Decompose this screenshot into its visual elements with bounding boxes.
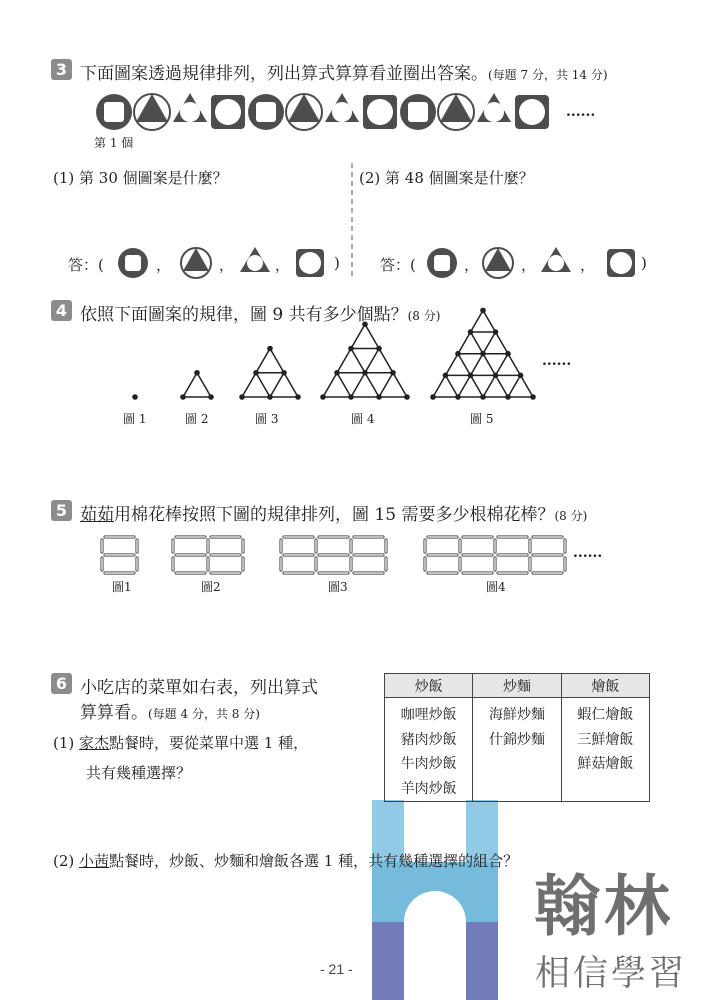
option-circle-icon[interactable] (607, 249, 635, 277)
q4-caption-4: 圖 4 (351, 412, 375, 426)
question-4-text (80, 300, 440, 325)
comma: ， (464, 256, 480, 274)
menu-header-fried-rice: 炒飯 (385, 674, 473, 698)
pattern-circle-8 (363, 95, 397, 129)
menu-column-fried-rice: 咖哩炒飯 豬肉炒飯 牛肉炒飯 羊肉炒飯 (385, 698, 473, 802)
lattice-line (270, 373, 284, 397)
pattern-triangle-11 (477, 93, 511, 122)
option-triangle-icon[interactable] (181, 248, 211, 278)
pattern-square-1 (96, 94, 132, 130)
question-4-prompt: 依照下面圖案的規律，圖 9 共有多少個點？ (80, 305, 408, 325)
lattice-dot (208, 394, 214, 400)
question-3-prompt: 下面圖案透過規律排列，列出算式算算看並圈出答案。 (80, 64, 488, 84)
lattice-dot (505, 394, 511, 400)
option-triangle-circle-icon[interactable] (240, 247, 270, 272)
question-5-text (80, 500, 587, 525)
option-triangle-circle-icon[interactable] (541, 247, 571, 272)
lattice-dot (267, 394, 273, 400)
lattice-line (197, 373, 211, 397)
comma: ， (521, 256, 537, 274)
brand-slogan: 相信學習 (535, 954, 688, 994)
question-number-3: 3 (51, 59, 72, 80)
lattice-line (183, 373, 197, 397)
q3-pattern-sequence (96, 93, 549, 130)
question-number-4: 4 (51, 300, 72, 321)
option-square-icon[interactable] (427, 248, 457, 278)
question-6-line-1: 小吃店的菜單如右表，列出算式 (80, 678, 318, 698)
option-triangle-icon[interactable] (483, 248, 513, 278)
menu-table (384, 673, 650, 802)
q4-figure-1 (132, 394, 138, 400)
lattice-dot (493, 373, 499, 379)
question-6-line-2 (80, 698, 260, 723)
pattern-triangle-10 (438, 94, 474, 130)
lattice-dot (376, 346, 382, 352)
question-5-prompt: 用棉花棒按照下圖的規律排列，圖 15 需要多少根棉花棒？ (114, 505, 555, 525)
lattice-dot (455, 351, 461, 357)
comma: ， (580, 256, 596, 274)
menu-header-rice-with-sauce: 燴飯 (561, 674, 649, 698)
q3-answer-prefix-1: 答：( (68, 256, 104, 274)
question-6-prompt: 算算看。 (80, 703, 148, 723)
lattice-dot (348, 346, 354, 352)
pattern-square-9 (400, 94, 436, 130)
menu-column-rice-with-sauce: 蝦仁燴飯 三鮮燴飯 鮮菇燴飯 (561, 698, 649, 802)
menu-column-fried-noodles: 海鮮炒麵 什錦炒麵 (473, 698, 561, 802)
lattice-dot (530, 394, 536, 400)
q5-caption-1: 圖1 (112, 580, 132, 594)
q4-caption-2: 圖 2 (185, 412, 209, 426)
lattice-line (446, 375, 459, 397)
lattice-dot (348, 394, 354, 400)
q3-first-label: 第 1 個 (94, 136, 134, 150)
q5-caption-4: 圖4 (486, 580, 506, 594)
question-5-points: (8 分) (554, 509, 588, 523)
lattice-dot (194, 370, 200, 376)
question-6-points: (每題 4 分，共 8 分) (148, 707, 260, 721)
q3-answer-close-2: ) (641, 254, 647, 272)
q4-caption-5: 圖 5 (470, 412, 494, 426)
lattice-dot (390, 370, 396, 376)
menu-header-fried-noodles: 炒麵 (473, 674, 561, 698)
pattern-triangle-7 (325, 93, 359, 122)
q4-figure-5 (430, 308, 536, 400)
q3-ellipsis: ...... (566, 104, 596, 120)
q5-figure-1 (102, 537, 137, 573)
student-name: 小茜 (79, 852, 110, 870)
subquestion-text: 點餐時，要從菜單中選 1 種， (109, 734, 309, 752)
lattice-dot (281, 370, 287, 376)
option-circle-icon[interactable] (296, 249, 324, 277)
lattice-dot (430, 394, 436, 400)
lattice-dot (376, 394, 382, 400)
lattice-line (337, 373, 351, 397)
pattern-circle-12 (515, 95, 549, 129)
lattice-dot (468, 373, 474, 379)
lattice-dot (253, 370, 259, 376)
brand-name: 翰林 (534, 868, 674, 945)
q3-subquestion-2: (2) 第 48 個圖案是什麼？ (359, 169, 534, 187)
q5-caption-3: 圖3 (328, 580, 348, 594)
lattice-dot (267, 346, 273, 352)
question-3-points: (每題 7 分，共 14 分) (488, 68, 608, 82)
q5-caption-2: 圖2 (201, 580, 221, 594)
question-number-5: 5 (51, 500, 72, 521)
q5-figure-2 (173, 537, 243, 573)
pattern-square-5 (248, 94, 284, 130)
comma: ， (156, 256, 172, 274)
lattice-dot (334, 370, 340, 376)
subquestion-text: 點餐時，炒飯、炒麵和燴飯各選 1 種，共有幾種選擇的組合？ (109, 852, 519, 870)
option-square-icon[interactable] (118, 248, 148, 278)
question-4-points: (8 分) (407, 309, 441, 323)
comma: ， (219, 256, 235, 274)
lattice-dot (480, 308, 486, 314)
q5-ellipsis: ...... (573, 545, 603, 561)
lattice-dot (480, 394, 486, 400)
pattern-triangle-6 (286, 94, 322, 130)
lattice-dot (443, 373, 449, 379)
lattice-dot (505, 351, 511, 357)
q3-subquestion-1: (1) 第 30 個圖案是什麼？ (53, 169, 228, 187)
q4-figure-4 (320, 321, 410, 399)
q5-figure-4 (425, 537, 565, 573)
q6-subquestion-2 (53, 850, 518, 871)
lattice-line (256, 373, 270, 397)
q4-figure-2 (180, 370, 214, 400)
q5-figure-3 (281, 537, 386, 573)
lattice-dot (295, 394, 301, 400)
lattice-dot (404, 394, 410, 400)
q4-caption-3: 圖 3 (255, 412, 279, 426)
comma: ， (275, 256, 291, 274)
lattice-dot (493, 329, 499, 335)
hanlin-logo-mark (372, 800, 498, 1000)
lattice-dot (455, 394, 461, 400)
lattice-line (379, 373, 393, 397)
student-name: 茹茹 (80, 505, 114, 525)
lattice-dot (180, 394, 186, 400)
lattice-dot (239, 394, 245, 400)
lattice-dot (320, 394, 326, 400)
q6-subquestion-1 (53, 732, 308, 753)
lattice-dot (362, 370, 368, 376)
lattice-dot (480, 351, 486, 357)
pattern-triangle-3 (173, 93, 207, 122)
pattern-circle-4 (211, 95, 245, 129)
q4-ellipsis: ...... (542, 353, 572, 369)
subquestion-number: (2) (53, 852, 80, 870)
pattern-triangle-2 (134, 94, 170, 130)
q6-subquestion-1-line-2: 共有幾種選擇？ (86, 764, 192, 782)
lattice-dot (518, 373, 524, 379)
question-number-6: 6 (51, 673, 72, 694)
lattice-dot (468, 329, 474, 335)
q4-figure-3 (239, 346, 301, 400)
student-name: 家杰 (79, 734, 110, 752)
lattice-line (508, 375, 521, 397)
q3-answer-prefix-2: 答：( (380, 256, 416, 274)
q4-caption-1: 圖 1 (123, 412, 147, 426)
page-number: - 21 - (320, 961, 353, 977)
subquestion-number: (1) (53, 734, 80, 752)
q3-answer-close-1: ) (334, 254, 340, 272)
